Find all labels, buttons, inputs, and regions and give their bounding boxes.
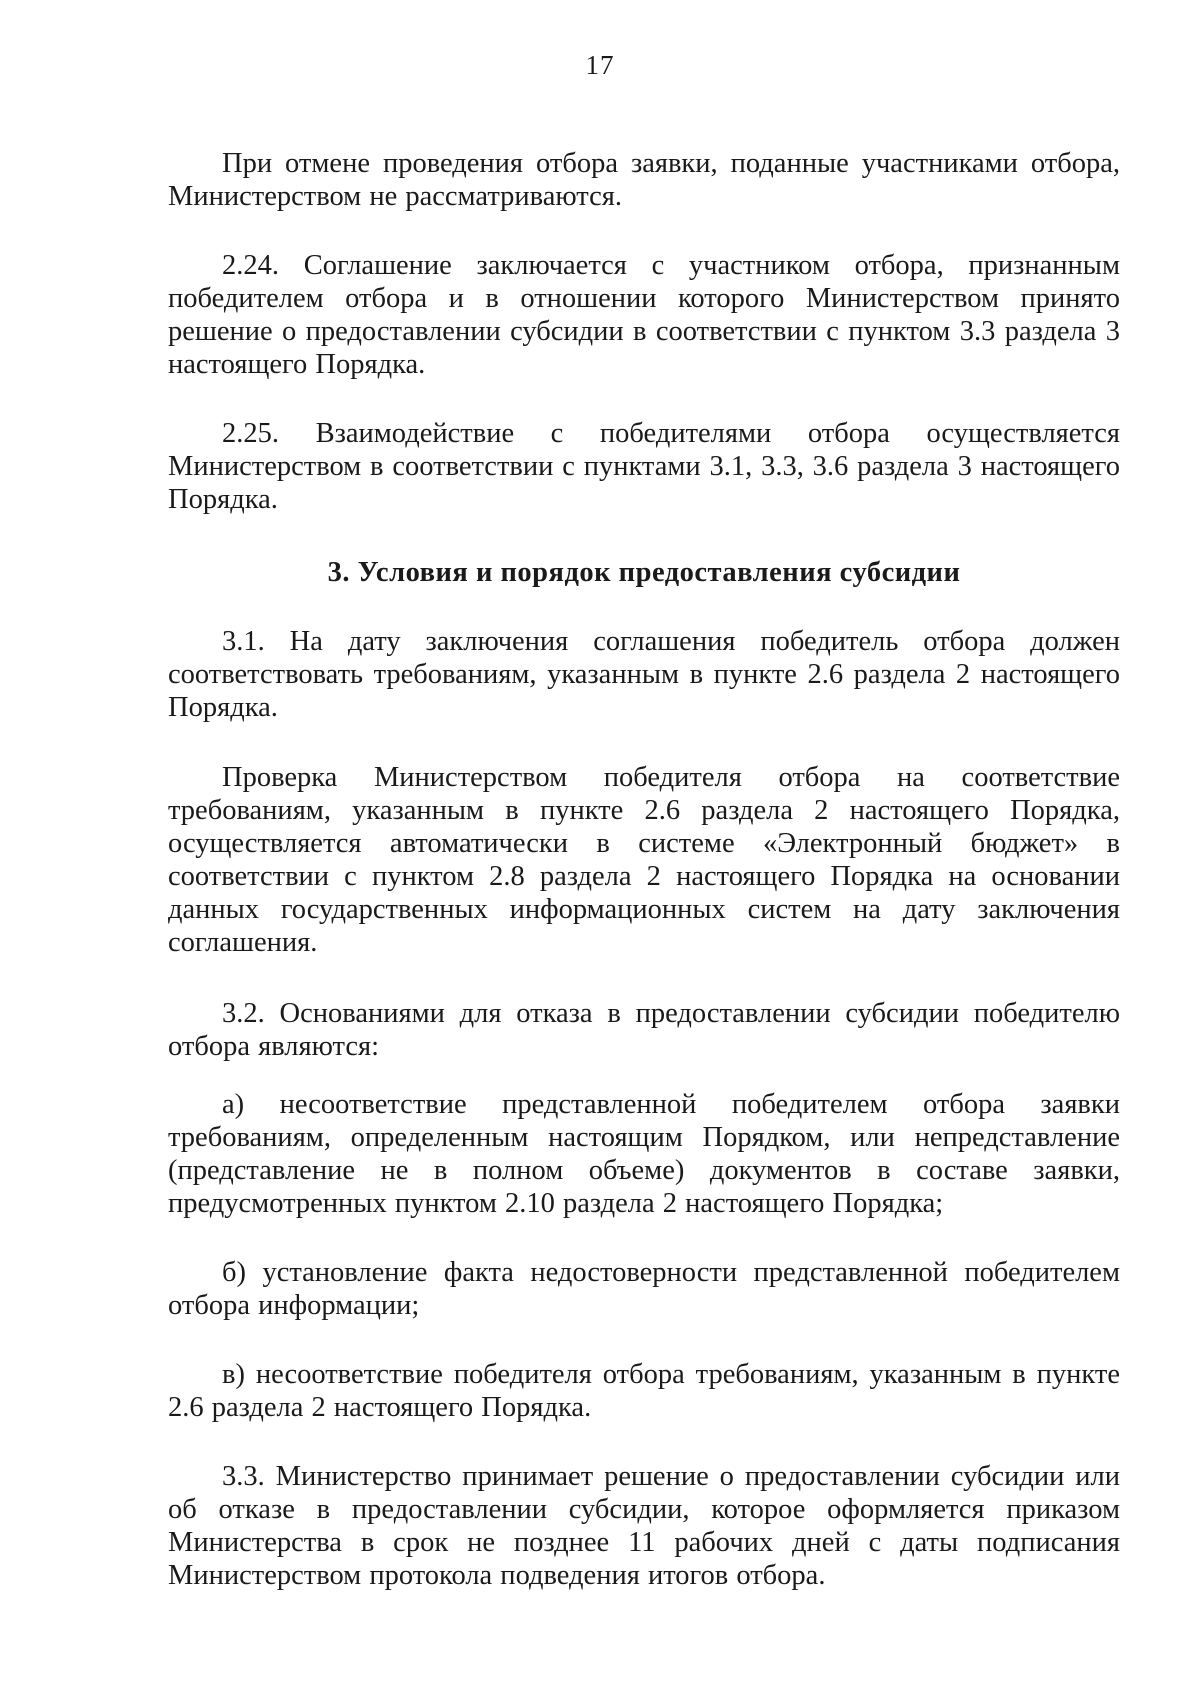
paragraph-3-2: 3.2. Основаниями для отказа в предоставлении субсидии победителю отбора являются:: [168, 998, 1120, 1062]
paragraph-cancellation: При отмене проведения отбора заявки, поданные участниками отбора, Министерством не рассматриваются.: [168, 148, 1120, 212]
paragraph-3-2-c: в) несоответствие победителя отбора требованиям, указанным в пункте 2.6 раздела 2 настоящего Порядка.: [168, 1359, 1120, 1423]
paragraph-verification: Проверка Министерством победителя отбора на соответствие требованиям, указанным в пункте 2.6 раздела 2 настоящего Порядка, осуществляется автоматически в системе «Электронный бюджет» в соответствии с пунктом 2.8 раздела 2 настоящего Порядка на основании данных государственных информационных систем на дату заключения соглашения.: [168, 762, 1120, 958]
paragraph-3-3: 3.3. Министерство принимает решение о предоставлении субсидии или об отказе в предоставлении субсидии, которое оформляется приказом Министерства в срок не позднее 11 рабочих дней с даты подписания Министерством протокола подведения итогов отбора.: [168, 1461, 1120, 1591]
section-heading: 3. Условия и порядок предоставления субсидии: [327, 557, 961, 588]
paragraph-2-25: 2.25. Взаимодействие с победителями отбора осуществляется Министерством в соответствии с пунктами 3.1, 3.3, 3.6 раздела 3 настоящего Порядка.: [168, 418, 1120, 515]
paragraph-2-24: 2.24. Соглашение заключается с участником отбора, признанным победителем отбора и в отношении которого Министерством принято решение о предоставлении субсидии в соответствии с пунктом 3.3 раздела 3 настоящего Порядка.: [168, 250, 1120, 380]
page-number: 17: [585, 50, 615, 80]
document-body: [168, 147, 1120, 1592]
paragraph-3-1: 3.1. На дату заключения соглашения победитель отбора должен соответствовать требованиям, указанным в пункте 2.6 раздела 2 настоящего Порядка.: [168, 626, 1120, 723]
paragraph-3-2-b: б) установление факта недостоверности представленной победителем отбора информации;: [168, 1257, 1120, 1321]
paragraph-3-2-a: а) несоответствие представленной победителем отбора заявки требованиям, определенным настоящим Порядком, или непредставление (представление не в полном объеме) документов в составе заявки, предусмотренных пунктом 2.10 раздела 2 настоящего Порядка;: [168, 1089, 1120, 1219]
